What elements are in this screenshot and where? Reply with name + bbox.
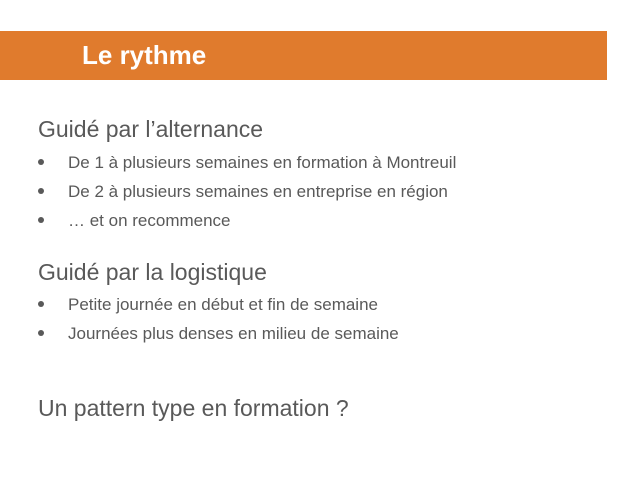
bullet-dot-icon xyxy=(38,159,44,165)
slide-title: Le rythme xyxy=(82,40,207,70)
closing-question: Un pattern type en formation ? xyxy=(38,395,349,421)
bullet-text: De 1 à plusieurs semaines en formation à Montreuil xyxy=(68,153,457,172)
bullet-dot-icon xyxy=(38,330,44,336)
bullet-text: Journées plus denses en milieu de semaine xyxy=(68,324,399,343)
bullet-dot-icon xyxy=(38,188,44,194)
bullet-text: … et on recommence xyxy=(68,211,231,230)
section-heading-logistique: Guidé par la logistique xyxy=(38,259,267,285)
bullet-text: De 2 à plusieurs semaines en entreprise en région xyxy=(68,182,448,201)
title-bar xyxy=(0,31,607,80)
section-heading-alternance: Guidé par l’alternance xyxy=(38,116,264,142)
bullet-dot-icon xyxy=(38,217,44,223)
bullet-dot-icon xyxy=(38,301,44,307)
bullet-text: Petite journée en début et fin de semaine xyxy=(68,295,378,314)
